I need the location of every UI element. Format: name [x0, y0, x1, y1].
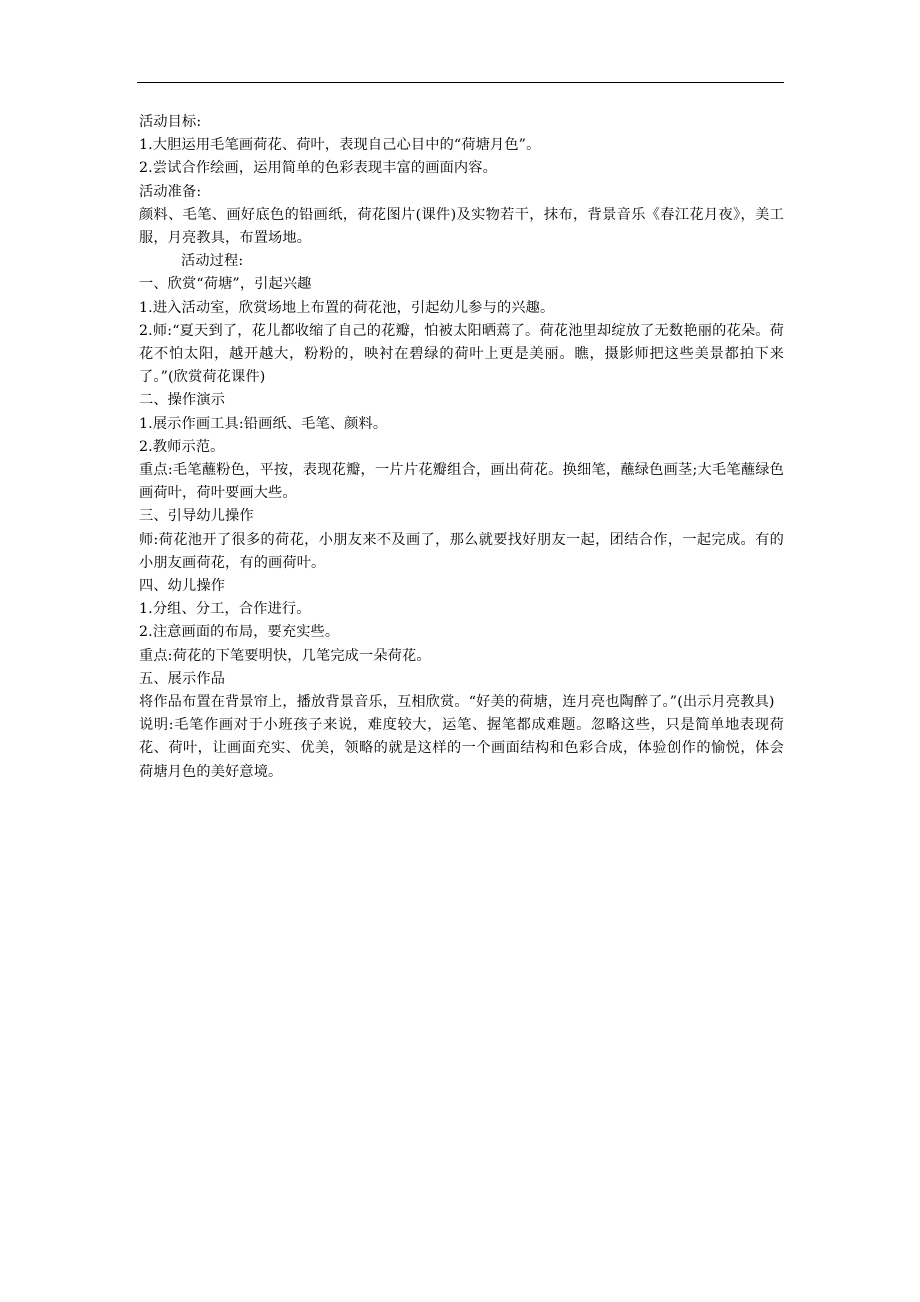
section-5-text: 将作品布置在背景帘上，播放背景音乐，互相欣赏。“好美的荷塘，连月亮也陶醉了。”(出示月亮教具)	[139, 694, 775, 711]
heading-preparation: 活动准备:	[139, 183, 202, 200]
goal-item-2: 2.尝试合作绘画，运用简单的色彩表现丰富的画面内容。	[139, 160, 497, 177]
preparation-text: 颜料、毛笔、画好底色的铅画纸，荷花图片(课件)及实物若干，抹布，背景音乐《春江花月夜》，美工服，月亮教具，布置场地。	[139, 206, 784, 247]
heading-process: 活动过程:	[181, 253, 244, 270]
section-5-heading: 五、展示作品	[139, 670, 226, 687]
goal-item-1: 1.大胆运用毛笔画荷花、荷叶，表现自己心目中的“荷塘月色”。	[139, 137, 541, 154]
section-2-item-1: 1.展示作画工具:铅画纸、毛笔、颜料。	[139, 415, 388, 432]
section-4-key-point: 重点:荷花的下笔要明快，几笔完成一朵荷花。	[139, 647, 431, 664]
note-text: 说明:毛笔作画对于小班孩子来说，难度较大，运笔、握笔都成难题。忽略这些，只是简单地表现荷花、荷叶，让画面充实、优美，领略的就是这样的一个画面结构和色彩合成，体验创作的愉悦，体会荷塘月色的美好意境。	[139, 717, 784, 780]
section-4-heading: 四、幼儿操作	[139, 578, 226, 595]
section-4-item-2: 2.注意画面的布局，要充实些。	[139, 624, 340, 641]
section-1-item-2: 2.师:“夏天到了，花儿都收缩了自己的花瓣，怕被太阳晒蔫了。荷花池里却绽放了无数艳丽的花朵。荷花不怕太阳，越开越大，粉粉的，映衬在碧绿的荷叶上更是美丽。瞧，摄影师把这些美景都拍下来了。”(欣赏荷花课件)	[139, 322, 784, 386]
section-1-heading: 一、欣赏“荷塘”，引起兴趣	[139, 276, 312, 293]
section-2-heading: 二、操作演示	[139, 392, 226, 409]
section-1-item-1: 1.进入活动室，欣赏场地上布置的荷花池，引起幼儿参与的兴趣。	[139, 299, 555, 316]
section-3-text: 师:荷花池开了很多的荷花，小朋友来不及画了，那么就要找好朋友一起，团结合作，一起完成。有的小朋友画荷花，有的画荷叶。	[139, 531, 784, 571]
heading-goals: 活动目标:	[139, 114, 202, 130]
section-2-item-2: 2.教师示范。	[139, 438, 225, 455]
header-rule	[137, 82, 784, 83]
section-3-heading: 三、引导幼儿操作	[139, 508, 254, 525]
section-4-item-1: 1.分组、分工，合作进行。	[139, 601, 311, 618]
section-2-key-point: 重点:毛笔蘸粉色，平按，表现花瓣，一片片花瓣组合，画出荷花。换细笔，蘸绿色画茎;大毛笔蘸绿色画荷叶，荷叶要画大些。	[139, 462, 784, 502]
document-body	[139, 111, 784, 784]
